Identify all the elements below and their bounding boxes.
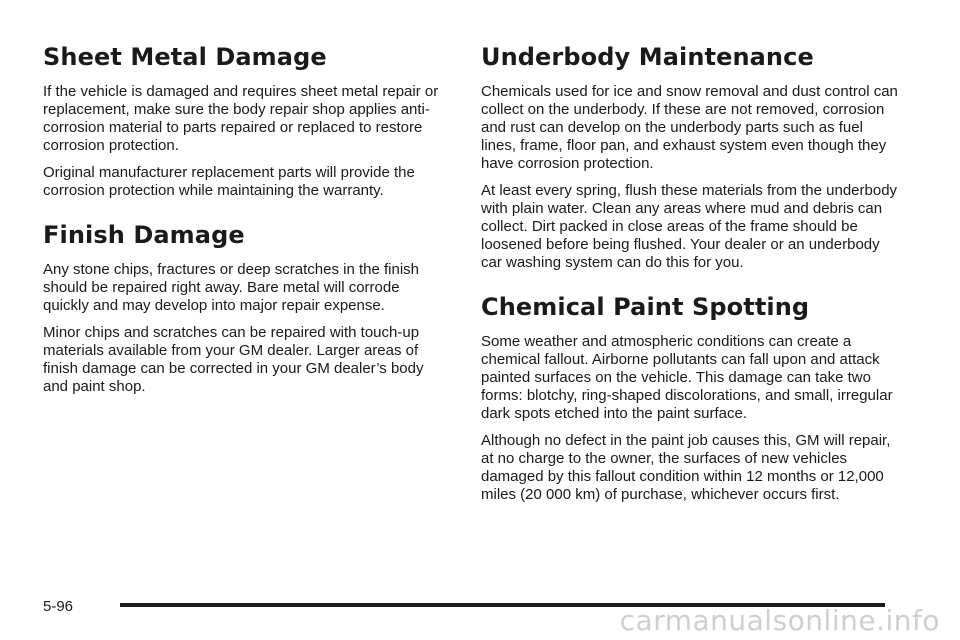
heading-finish-damage: Finish Damage <box>43 221 245 249</box>
paragraph: Some weather and atmospheric conditions can create a chemical fallout. Airborne pollutants can fall upon and attack painted surfaces on the vehicle. This damage can take two forms: blotchy, ring-shaped discolorations, and small, irregular dark spots etched into the paint surface. <box>481 333 893 422</box>
watermark: carmanualsonline.info <box>619 604 940 637</box>
page-number: 5-96 <box>43 598 74 615</box>
right-column <box>481 40 901 513</box>
paragraph: Minor chips and scratches can be repaired with touch-up materials available from your GM dealer. Larger areas of finish damage can be corrected in your GM dealer’s body and paint shop. <box>43 324 424 395</box>
heading-sheet-metal-damage: Sheet Metal Damage <box>43 43 327 71</box>
heading-chemical-paint-spotting: Chemical Paint Spotting <box>481 293 810 321</box>
paragraph: Chemicals used for ice and snow removal and dust control can collect on the underbody. If these are not removed, corrosion and rust can develop on the underbody parts such as fuel lines, frame, floor pan, and exhaust system even though they have corrosion protection. <box>481 83 898 172</box>
paragraph: Any stone chips, fractures or deep scratches in the finish should be repaired right away. Bare metal will corrode quickly and may develop into major repair expense. <box>43 261 420 314</box>
left-column <box>43 40 443 405</box>
paragraph: At least every spring, flush these materials from the underbody with plain water. Clean any areas where mud and debris can collect. Dirt packed in close areas of the frame should be loosened before being flushed. Your dealer or an underbody car washing system can do this for you. <box>481 182 898 271</box>
paragraph: If the vehicle is damaged and requires sheet metal repair or replacement, make sure the body repair shop applies anti-corrosion material to parts repaired or replaced to restore corrosion protection. <box>43 83 439 154</box>
paragraph: Original manufacturer replacement parts will provide the corrosion protection while maintaining the warranty. <box>43 164 415 199</box>
paragraph: Although no defect in the paint job causes this, GM will repair, at no charge to the owner, the surfaces of new vehicles damaged by this fallout condition within 12 months or 12,000 miles (20 000 km) of purchase, whichever occurs first. <box>481 432 891 503</box>
heading-underbody-maintenance: Underbody Maintenance <box>481 43 814 71</box>
